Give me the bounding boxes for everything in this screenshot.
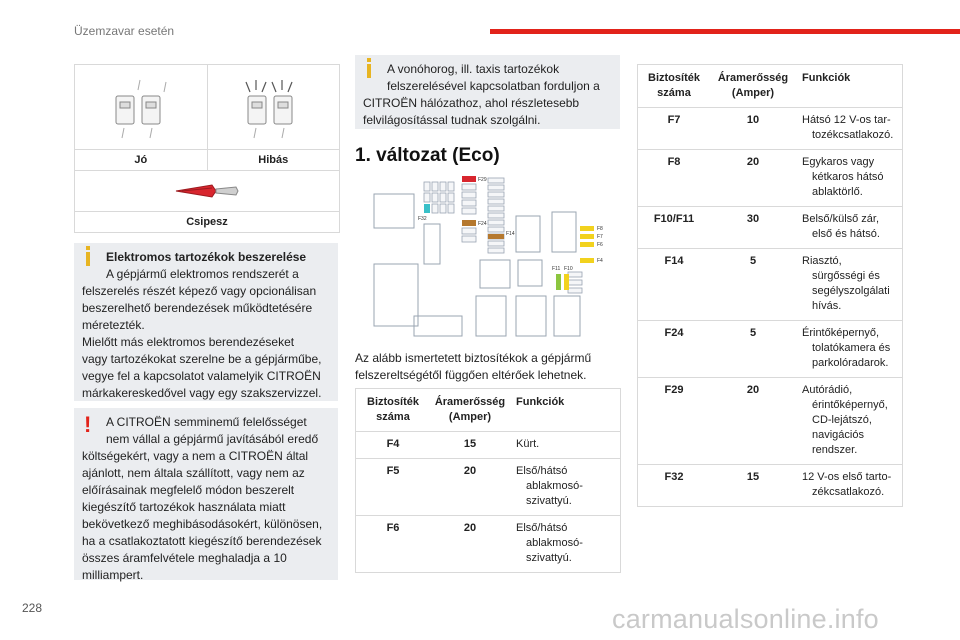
fuse-f29 xyxy=(462,176,476,182)
header-fuse-number: Biztosíték száma xyxy=(648,72,700,99)
header-accent-bar xyxy=(490,29,960,34)
label-f32: F32 xyxy=(418,216,427,222)
info-line: vagy tartozékokat szerelne be a gépjárműbe, xyxy=(82,352,322,366)
header-functions: Funkciók xyxy=(516,396,565,408)
table-row: F5 20 Első/hátsó ablakmosó- szivattyú. xyxy=(356,459,620,516)
fuse-illustration-table xyxy=(74,64,340,233)
info-line: CITROËN hálózathoz, ahol részletesebb xyxy=(363,96,580,110)
section-title: Üzemzavar esetén xyxy=(74,24,175,38)
fuse-f11 xyxy=(556,274,561,290)
table-row: F14 5 Riasztó, sürgősségi és segélyszolgálati hívás. xyxy=(638,249,902,321)
header-amperage: Áramerősség (Amper) xyxy=(717,72,789,99)
table-row: F24 5 Érintőképernyő, tolatókamera és parkolóradarok. xyxy=(638,321,902,378)
pliers-label: Csipesz xyxy=(186,216,228,228)
warning-box xyxy=(74,408,338,580)
info-box-towbar xyxy=(355,55,620,129)
warning-line: előírásainak megfelelő módon beszerelt xyxy=(82,483,295,497)
fuse-table-1 xyxy=(355,388,621,573)
fuse-box-diagram xyxy=(368,172,618,349)
fuse-f8 xyxy=(580,226,594,231)
page-number: 228 xyxy=(22,601,43,615)
label-f14: F14 xyxy=(506,231,515,237)
fuse-f14 xyxy=(488,234,504,239)
table-row: F6 20 Első/hátsó ablakmosó- szivattyú. xyxy=(356,516,620,573)
label-f11: F11 xyxy=(552,266,561,272)
info-box-title: Elektromos tartozékok beszerelése xyxy=(106,250,307,264)
intro-line: felszereltségétől függően eltérőek lehetnek. xyxy=(355,368,587,382)
warning-line: kiegészítő tartozékok használata miatt xyxy=(82,500,286,514)
label-f6: F6 xyxy=(597,242,603,248)
fuse-table-2 xyxy=(637,64,903,507)
info-line: Mielőtt más elektromos berendezéseket xyxy=(82,335,295,349)
info-line: A vonóhorog, ill. taxis tartozékok xyxy=(387,62,560,76)
table-row: F32 15 12 V-os első tarto- zékcsatlakozó. xyxy=(638,465,902,507)
header-functions: Funkciók xyxy=(802,72,851,84)
fuse-f24 xyxy=(462,220,476,226)
warning-line: A CITROËN semminemű felelősséget xyxy=(106,415,307,429)
table-row: F29 20 Autórádió, érintőképernyő, CD-lejátszó, navigációs rendszer. xyxy=(638,378,902,465)
label-f29: F29 xyxy=(478,177,487,183)
info-line: felszerelésével kapcsolatban forduljon a xyxy=(387,79,600,93)
table-row: F8 20 Egykaros vagy kétkaros hátsó ablaktörlő. xyxy=(638,150,902,207)
fuse-f6 xyxy=(580,242,594,247)
fuse-pliers-image xyxy=(75,171,339,211)
fuse-f10 xyxy=(564,274,569,290)
label-f24: F24 xyxy=(478,221,487,227)
bad-fuse-image xyxy=(207,65,340,149)
info-line: felszerelés részét képező vagy opcionálisan xyxy=(82,284,317,298)
intro-text xyxy=(355,350,591,384)
warning-line: nem vállal a gépjármű javításából eredő xyxy=(106,432,319,446)
info-line: A gépjármű elektromos rendszerét a xyxy=(106,267,299,281)
info-icon xyxy=(86,252,90,266)
info-line: beszerelhető berendezések működtetésére xyxy=(82,301,313,315)
header-amperage: Áramerősség (Amper) xyxy=(434,396,506,423)
table-row: F4 15 Kürt. xyxy=(356,432,620,459)
warning-icon: ! xyxy=(84,412,92,437)
label-f8: F8 xyxy=(597,226,603,232)
label-f4: F4 xyxy=(597,258,603,264)
fuse-f7 xyxy=(580,234,594,239)
table-row: F10/F11 30 Belső/külső zár, első és hátsó. xyxy=(638,207,902,249)
fuse-f4 xyxy=(580,258,594,263)
info-box-accessories xyxy=(74,243,338,401)
info-line: vegye fel a kapcsolatot valamelyik CITROËN xyxy=(82,369,321,383)
info-icon xyxy=(367,64,371,78)
warning-line: milliampert. xyxy=(82,568,144,582)
label-f7: F7 xyxy=(597,234,603,240)
warning-line: ajánlott, nem általa szállított, vagy nem az xyxy=(82,466,305,480)
watermark: carmanualsonline.info xyxy=(612,604,879,634)
label-f10: F10 xyxy=(564,266,573,272)
fuse-f32 xyxy=(424,204,430,213)
warning-line: összes áramfelvétele meghaladja a 10 xyxy=(82,551,287,565)
good-label: Jó xyxy=(134,154,148,166)
warning-line: bekövetkező meghibásodásokért, különösen, xyxy=(82,517,323,531)
header-fuse-number: Biztosíték száma xyxy=(367,396,419,423)
intro-line: Az alább ismertetett biztosítékok a gépjármű xyxy=(355,351,592,365)
bad-label: Hibás xyxy=(207,150,340,170)
warning-line: költségekért, vagy a nem a CITROËN által xyxy=(82,449,309,463)
info-line: felvilágosítással tudnak szolgálni. xyxy=(363,113,541,127)
version-heading: 1. változat (Eco) xyxy=(355,145,500,166)
good-fuse-image xyxy=(75,65,207,149)
info-line: márkakereskedővel vagy egy szakszervizzel. xyxy=(82,386,322,400)
info-line: méretezték. xyxy=(82,318,145,332)
warning-line: ha a csatlakoztatott kiegészítő berendezések xyxy=(82,534,322,548)
table-row: F7 10 Hátsó 12 V-os tar- tozékcsatlakozó. xyxy=(638,108,902,150)
